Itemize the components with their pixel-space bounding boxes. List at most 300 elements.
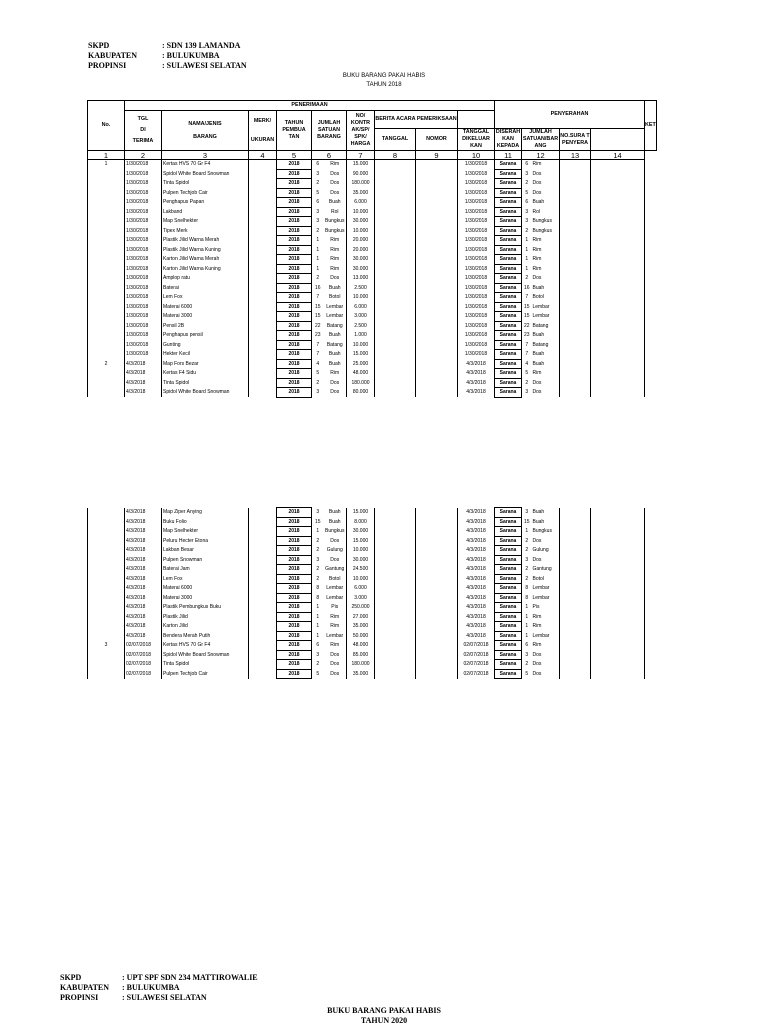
row-out-unit: Lembar	[532, 632, 550, 639]
row-unit: Dos	[330, 537, 340, 544]
row-unit: Buah	[328, 518, 341, 525]
row-ba-number	[416, 378, 458, 388]
row-recipient: Sarana	[495, 188, 522, 198]
table-row	[88, 321, 645, 331]
column-number: 9	[416, 151, 458, 160]
row-out-unit: Pis	[532, 604, 540, 611]
group-penerimaan: PENERIMAAN	[125, 101, 495, 111]
row-ba-date	[375, 650, 416, 660]
row-merk	[249, 369, 277, 379]
row-year: 2018	[277, 283, 312, 293]
row-item-name: Karton Jilid Warna Merah	[162, 255, 249, 265]
row-recipient: Sarana	[495, 350, 522, 360]
table-row	[88, 198, 645, 208]
row-out-date: 1/30/2018	[458, 321, 495, 331]
row-out-unit: Bungkus	[532, 218, 552, 225]
row-note	[591, 340, 645, 350]
table-row	[88, 388, 645, 398]
row-price: 35.000	[347, 188, 375, 198]
row-out-unit: Botol	[532, 575, 544, 582]
row-ba-number	[416, 593, 458, 603]
row-qty: 2	[312, 546, 324, 556]
row-unit: Bungkus	[325, 218, 345, 225]
row-recipient: Sarana	[495, 321, 522, 331]
row-note	[591, 555, 645, 565]
table-row	[88, 641, 645, 651]
row-ba-number	[416, 669, 458, 679]
table-row	[88, 527, 645, 537]
row-qty: 1	[312, 631, 324, 641]
row-out-qty: 22	[522, 321, 532, 331]
table-row	[88, 517, 645, 527]
row-price: 6.000	[347, 302, 375, 312]
row-ba-number	[416, 255, 458, 265]
row-note	[591, 631, 645, 641]
row-out-qty: 15	[522, 302, 532, 312]
row-note	[591, 369, 645, 379]
row-out-date: 4/3/2018	[458, 508, 495, 518]
row-ba-number	[416, 517, 458, 527]
row-out-date: 4/3/2018	[458, 388, 495, 398]
row-out-date: 4/3/2018	[458, 622, 495, 632]
row-unit: Rol	[330, 208, 339, 215]
row-year: 2018	[277, 188, 312, 198]
row-recipient: Sarana	[495, 217, 522, 227]
items-table-1	[87, 159, 645, 398]
row-ba-date	[375, 574, 416, 584]
row-recipient: Sarana	[495, 169, 522, 179]
row-merk	[249, 293, 277, 303]
row-unit: Buah	[328, 351, 341, 358]
table-row	[88, 293, 645, 303]
table-row	[88, 546, 645, 556]
row-out-unit: Rim	[532, 161, 542, 168]
row-note	[591, 283, 645, 293]
row-ba-number	[416, 660, 458, 670]
row-out-date: 1/30/2018	[458, 340, 495, 350]
row-ba-date	[375, 350, 416, 360]
row-ba-date	[375, 264, 416, 274]
row-no	[88, 255, 125, 265]
row-date: 1/30/2018	[125, 207, 162, 217]
row-out-unit: Buah	[532, 199, 545, 206]
row-out-unit: Botol	[532, 294, 544, 301]
row-item-name: Lem Fox	[162, 574, 249, 584]
row-merk	[249, 198, 277, 208]
propinsi-value: : SULAWESI SELATAN	[162, 61, 247, 70]
row-price: 6.000	[347, 584, 375, 594]
row-note	[591, 660, 645, 670]
column-number: 8	[375, 151, 416, 160]
row-ba-number	[416, 179, 458, 189]
row-out-qty: 5	[522, 369, 532, 379]
row-out-date: 1/30/2018	[458, 255, 495, 265]
row-item-name: Penghapus Papan	[162, 198, 249, 208]
row-ba-date	[375, 226, 416, 236]
row-no	[88, 369, 125, 379]
row-out-unit: Rim	[532, 613, 542, 620]
row-ba-date	[375, 584, 416, 594]
row-price: 10.000	[347, 226, 375, 236]
row-recipient: Sarana	[495, 274, 522, 284]
row-letter-no	[560, 546, 591, 556]
row-year: 2018	[277, 236, 312, 246]
row-price: 250.000	[347, 603, 375, 613]
row-qty: 2	[312, 660, 324, 670]
row-letter-no	[560, 188, 591, 198]
row-date: 1/30/2018	[125, 293, 162, 303]
col-nomor: NOMOR	[416, 129, 458, 151]
row-letter-no	[560, 631, 591, 641]
row-ba-number	[416, 622, 458, 632]
row-recipient: Sarana	[495, 584, 522, 594]
row-qty: 1	[312, 255, 324, 265]
group-berita-acara: BERITA ACARA PEMERIKSAAN	[375, 111, 458, 129]
row-no	[88, 508, 125, 518]
row-date: 02/07/2018	[125, 650, 162, 660]
row-out-qty: 1	[522, 631, 532, 641]
col-tgl-terima: TGL DI TERIMA	[125, 111, 162, 151]
row-qty: 6	[312, 198, 324, 208]
table-row	[88, 302, 645, 312]
column-number: 11	[495, 151, 522, 160]
row-ba-date	[375, 255, 416, 265]
row-item-name: Plastik Pembungkus Buku	[162, 603, 249, 613]
document-title: BUKU BARANG PAKAI HABIS	[342, 73, 426, 79]
row-year: 2018	[277, 245, 312, 255]
row-ba-number	[416, 293, 458, 303]
row-unit: Dos	[330, 275, 340, 282]
row-recipient: Sarana	[495, 650, 522, 660]
column-number: 4	[249, 151, 277, 160]
row-qty: 5	[312, 369, 324, 379]
row-ba-number	[416, 350, 458, 360]
col-diserahkan: DISERAH KAN KEPADA	[495, 129, 521, 149]
row-out-unit: Rim	[532, 237, 542, 244]
row-qty: 2	[312, 179, 324, 189]
row-merk	[249, 546, 277, 556]
row-year: 2018	[277, 359, 312, 369]
bottom-document-year: TAHUN 2020	[360, 1016, 408, 1025]
row-merk	[249, 179, 277, 189]
row-recipient: Sarana	[495, 207, 522, 217]
row-ba-number	[416, 274, 458, 284]
row-merk	[249, 302, 277, 312]
row-recipient: Sarana	[495, 236, 522, 246]
row-date: 1/30/2018	[125, 321, 162, 331]
row-date: 02/07/2018	[125, 660, 162, 670]
row-note	[591, 565, 645, 575]
row-price: 15.000	[347, 350, 375, 360]
row-unit: Lembar	[326, 632, 344, 639]
row-date: 4/3/2018	[125, 517, 162, 527]
table-row	[88, 631, 645, 641]
row-item-name: Map Snelhekter	[162, 527, 249, 537]
row-price: 30.000	[347, 255, 375, 265]
document-year: TAHUN 2018	[366, 82, 402, 88]
table-row	[88, 612, 645, 622]
row-note	[591, 574, 645, 584]
row-ba-number	[416, 359, 458, 369]
row-no: 2	[88, 359, 125, 369]
row-price: 80.000	[347, 388, 375, 398]
row-ba-date	[375, 283, 416, 293]
row-unit: Rim	[330, 161, 340, 168]
row-letter-no	[560, 574, 591, 584]
row-ba-number	[416, 302, 458, 312]
row-out-date: 1/30/2018	[458, 198, 495, 208]
row-year: 2018	[277, 603, 312, 613]
row-price: 30.000	[347, 217, 375, 227]
row-letter-no	[560, 536, 591, 546]
table-row	[88, 226, 645, 236]
row-no	[88, 350, 125, 360]
row-out-qty: 1	[522, 603, 532, 613]
row-out-qty: 16	[522, 283, 532, 293]
row-out-qty: 7	[522, 340, 532, 350]
row-note	[591, 321, 645, 331]
row-ba-date	[375, 312, 416, 322]
row-price: 180.000	[347, 179, 375, 189]
table-row	[88, 555, 645, 565]
row-item-name: Plastik Jilid Warna Kuning	[162, 245, 249, 255]
row-price: 48.000	[347, 641, 375, 651]
row-year: 2018	[277, 565, 312, 575]
row-item-name: Kertas HVS 70 Gr F4	[162, 160, 249, 170]
row-year: 2018	[277, 536, 312, 546]
row-unit: Lembar	[326, 585, 344, 592]
row-year: 2018	[277, 369, 312, 379]
row-unit: Gulung	[326, 547, 343, 554]
row-merk	[249, 388, 277, 398]
row-letter-no	[560, 388, 591, 398]
row-out-qty: 8	[522, 584, 532, 594]
row-date: 4/3/2018	[125, 378, 162, 388]
row-merk	[249, 312, 277, 322]
row-date: 4/3/2018	[125, 546, 162, 556]
row-out-unit: Lembar	[532, 303, 550, 310]
row-out-unit: Rim	[532, 623, 542, 630]
row-recipient: Sarana	[495, 669, 522, 679]
row-letter-no	[560, 321, 591, 331]
row-unit: Rim	[330, 613, 340, 620]
row-year: 2018	[277, 650, 312, 660]
row-unit: Botol	[329, 575, 341, 582]
row-no	[88, 188, 125, 198]
row-out-qty: 2	[522, 565, 532, 575]
row-ba-date	[375, 274, 416, 284]
items-table-2	[87, 507, 645, 679]
row-ba-number	[416, 264, 458, 274]
column-number: 10	[458, 151, 495, 160]
row-merk	[249, 565, 277, 575]
row-merk	[249, 283, 277, 293]
row-date: 1/30/2018	[125, 188, 162, 198]
table-header	[87, 100, 657, 160]
row-merk	[249, 593, 277, 603]
row-out-date: 4/3/2018	[458, 536, 495, 546]
row-letter-no	[560, 255, 591, 265]
row-date: 4/3/2018	[125, 527, 162, 537]
row-item-name: Map Snelhekter	[162, 217, 249, 227]
row-out-date: 1/30/2018	[458, 217, 495, 227]
row-item-name: Plastik Jilid	[162, 612, 249, 622]
row-qty: 16	[312, 283, 324, 293]
row-unit: Rim	[330, 623, 340, 630]
table-row	[88, 650, 645, 660]
row-qty: 7	[312, 350, 324, 360]
row-note	[591, 603, 645, 613]
row-out-unit: Gantung	[532, 566, 552, 573]
row-recipient: Sarana	[495, 555, 522, 565]
row-recipient: Sarana	[495, 517, 522, 527]
row-ba-number	[416, 160, 458, 170]
row-merk	[249, 188, 277, 198]
row-ba-number	[416, 603, 458, 613]
row-item-name: Tinta Spidol	[162, 378, 249, 388]
row-no	[88, 198, 125, 208]
top-info-block	[88, 41, 247, 71]
row-letter-no	[560, 603, 591, 613]
row-ba-number	[416, 555, 458, 565]
row-unit: Rim	[330, 246, 340, 253]
row-date: 1/30/2018	[125, 236, 162, 246]
row-year: 2018	[277, 622, 312, 632]
row-merk	[249, 612, 277, 622]
row-note	[591, 236, 645, 246]
row-note	[591, 264, 645, 274]
row-out-unit: Buah	[532, 518, 545, 525]
row-ba-date	[375, 378, 416, 388]
row-price: 90.000	[347, 169, 375, 179]
row-ba-date	[375, 369, 416, 379]
row-date: 1/30/2018	[125, 340, 162, 350]
row-year: 2018	[277, 169, 312, 179]
row-out-qty: 5	[522, 669, 532, 679]
row-unit: Dos	[330, 180, 340, 187]
row-note	[591, 641, 645, 651]
row-date: 4/3/2018	[125, 536, 162, 546]
row-ba-date	[375, 245, 416, 255]
row-ba-number	[416, 388, 458, 398]
table-row	[88, 179, 645, 189]
row-no	[88, 536, 125, 546]
row-merk	[249, 245, 277, 255]
row-out-qty: 1	[522, 527, 532, 537]
row-out-qty: 4	[522, 359, 532, 369]
row-no	[88, 660, 125, 670]
row-no	[88, 302, 125, 312]
row-recipient: Sarana	[495, 565, 522, 575]
row-qty: 4	[312, 359, 324, 369]
row-date: 1/30/2018	[125, 160, 162, 170]
row-letter-no	[560, 660, 591, 670]
row-qty: 3	[312, 169, 324, 179]
table-row	[88, 236, 645, 246]
row-out-date: 1/30/2018	[458, 350, 495, 360]
row-out-date: 1/30/2018	[458, 169, 495, 179]
row-year: 2018	[277, 312, 312, 322]
row-no	[88, 603, 125, 613]
row-merk	[249, 226, 277, 236]
row-out-unit: Lembar	[532, 594, 550, 601]
row-out-unit: Rim	[532, 265, 542, 272]
row-recipient: Sarana	[495, 293, 522, 303]
row-qty: 8	[312, 593, 324, 603]
row-out-date: 1/30/2018	[458, 226, 495, 236]
row-out-date: 1/30/2018	[458, 179, 495, 189]
row-qty: 3	[312, 508, 324, 518]
row-out-qty: 5	[522, 188, 532, 198]
col-merk: MERK/ UKURAN	[249, 111, 277, 151]
row-no	[88, 378, 125, 388]
row-letter-no	[560, 331, 591, 341]
table-row	[88, 169, 645, 179]
skpd-label: SKPD	[88, 41, 110, 50]
row-unit: Batang	[326, 322, 343, 329]
table-row	[88, 340, 645, 350]
row-ba-date	[375, 669, 416, 679]
row-merk	[249, 321, 277, 331]
row-year: 2018	[277, 293, 312, 303]
row-year: 2018	[277, 217, 312, 227]
row-ba-number	[416, 369, 458, 379]
row-out-date: 4/3/2018	[458, 527, 495, 537]
row-ba-number	[416, 612, 458, 622]
row-item-name: Baterai	[162, 283, 249, 293]
row-item-name: Map Fors Bezar	[162, 359, 249, 369]
row-year: 2018	[277, 340, 312, 350]
row-note	[591, 527, 645, 537]
row-merk	[249, 508, 277, 518]
row-year: 2018	[277, 198, 312, 208]
row-ba-number	[416, 236, 458, 246]
row-unit: Dos	[330, 661, 340, 668]
row-item-name: Pulpen Snowman	[162, 555, 249, 565]
row-no	[88, 207, 125, 217]
row-date: 1/30/2018	[125, 283, 162, 293]
row-out-date: 1/30/2018	[458, 188, 495, 198]
row-unit: Dos	[330, 170, 340, 177]
col-no: No.	[88, 101, 125, 151]
row-item-name: Amplop ratu	[162, 274, 249, 284]
row-qty: 22	[312, 321, 324, 331]
row-note	[591, 245, 645, 255]
row-out-date: 1/30/2018	[458, 331, 495, 341]
row-date: 4/3/2018	[125, 622, 162, 632]
group-penyerahan: PENYERAHAN	[495, 101, 645, 129]
row-recipient: Sarana	[495, 622, 522, 632]
row-qty: 6	[312, 641, 324, 651]
row-merk	[249, 660, 277, 670]
row-note	[591, 536, 645, 546]
column-number: 3	[162, 151, 249, 160]
row-date: 4/3/2018	[125, 603, 162, 613]
row-unit: Buah	[328, 332, 341, 339]
row-ba-date	[375, 217, 416, 227]
row-ba-date	[375, 331, 416, 341]
row-out-qty: 2	[522, 274, 532, 284]
row-unit: Lembar	[326, 303, 344, 310]
row-note	[591, 302, 645, 312]
row-price: 10.000	[347, 207, 375, 217]
row-year: 2018	[277, 255, 312, 265]
row-no	[88, 565, 125, 575]
row-letter-no	[560, 179, 591, 189]
row-no	[88, 669, 125, 679]
row-merk	[249, 517, 277, 527]
row-out-date: 1/30/2018	[458, 293, 495, 303]
